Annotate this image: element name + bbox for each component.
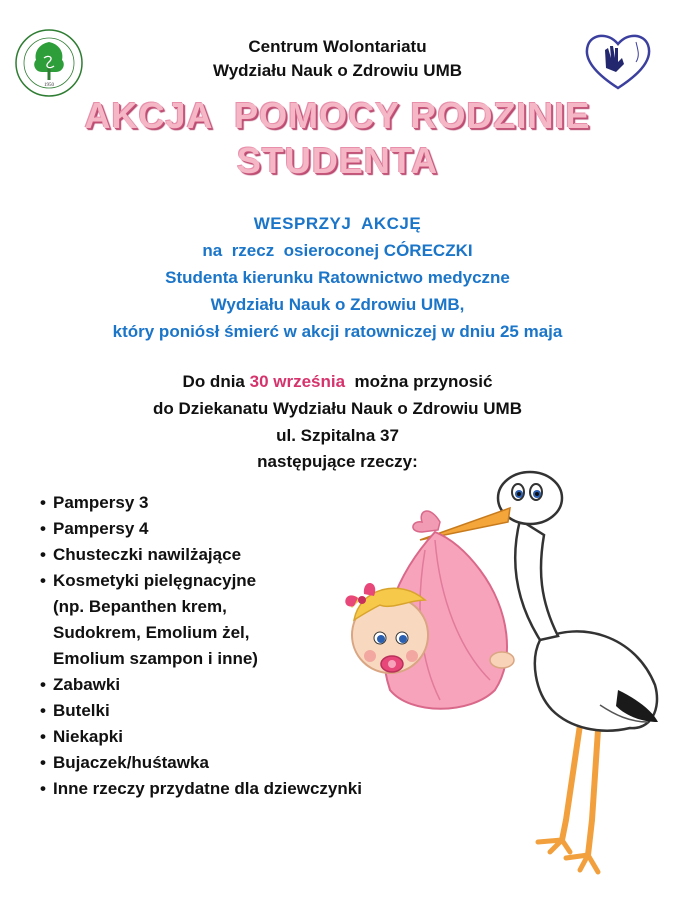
stork-with-baby-illustration xyxy=(330,460,670,890)
appeal-line3: Studenta kierunku Ratownictwo medyczne xyxy=(165,268,510,287)
list-item-continuation: Sudokrem, Emolium żel, xyxy=(53,623,250,642)
list-item: • Kosmetyki pielęgnacyjne xyxy=(40,571,257,590)
list-item: • Bujaczek/huśtawka xyxy=(40,753,209,772)
list-item: • Niekapki xyxy=(40,727,123,746)
address-line: ul. Szpitalna 37 xyxy=(276,426,399,445)
list-item: • Inne rzeczy przydatne dla dziewczynki xyxy=(40,779,362,798)
list-item: • Butelki xyxy=(40,701,110,720)
deadline-prefix: Do dnia xyxy=(182,372,250,391)
headline-line2: STUDENTA xyxy=(236,140,439,181)
deadline-suffix: można przynosić xyxy=(345,372,493,391)
list-item: • Pampersy 4 xyxy=(40,519,149,538)
org-name-line2: Wydziału Nauk o Zdrowiu UMB xyxy=(212,61,463,80)
deadline-line xyxy=(0,372,675,392)
headline-line1: AKCJA POMOCY RODZINIE xyxy=(84,95,591,136)
list-item: • Pampersy 3 xyxy=(40,493,149,512)
appeal-line2: na rzecz osieroconej CÓRECZKI xyxy=(202,241,473,260)
appeal-line4: Wydziału Nauk o Zdrowiu UMB, xyxy=(210,295,465,314)
list-item: • Zabawki xyxy=(40,675,121,694)
list-item-continuation: Emolium szampon i inne) xyxy=(53,649,258,668)
appeal-line5: który poniósł śmierć w akcji ratowniczej w dniu 25 maja xyxy=(112,322,563,341)
svg-text:1950: 1950 xyxy=(44,83,54,88)
list-item: • Chusteczki nawilżające xyxy=(40,545,242,564)
deadline-date: 30 września xyxy=(249,372,346,391)
list-item-continuation: (np. Bepanthen krem, xyxy=(53,597,227,616)
items-intro: następujące rzeczy: xyxy=(257,452,418,471)
appeal-line1: WESPRZYJ AKCJĘ xyxy=(253,214,422,233)
donation-list xyxy=(40,490,362,802)
org-name-line1: Centrum Wolontariatu xyxy=(248,37,427,56)
location-line: do Dziekanatu Wydziału Nauk o Zdrowiu UMB xyxy=(153,399,522,418)
